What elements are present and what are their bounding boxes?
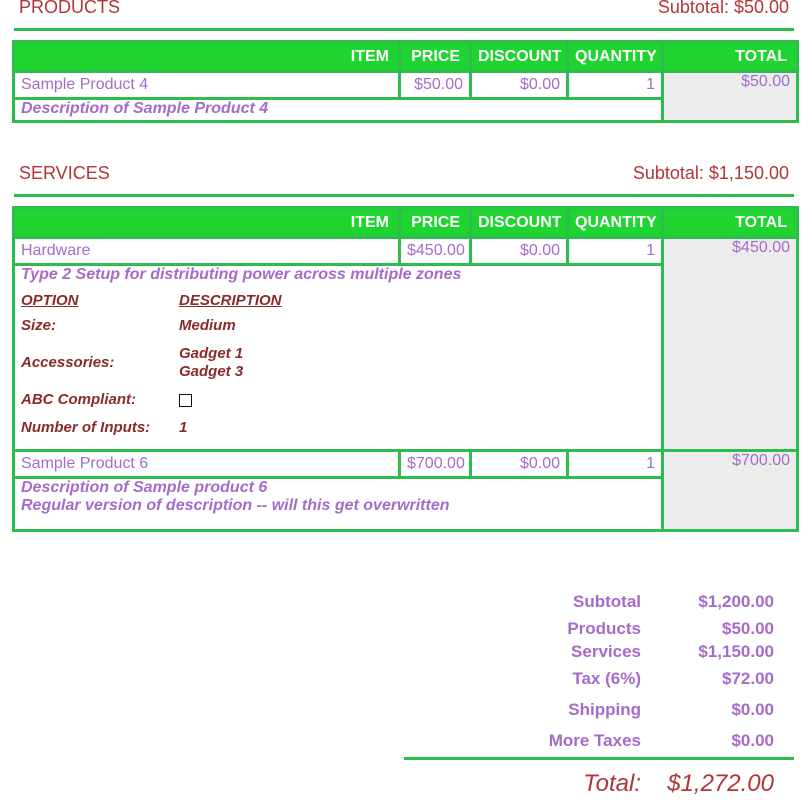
- option-label: Size:: [21, 317, 57, 334]
- option-value-line: Gadget 3: [179, 363, 244, 380]
- option-row: [21, 317, 282, 345]
- item-description: [14, 99, 663, 122]
- abc-compliant-checkbox[interactable]: [179, 394, 192, 407]
- description-line: Description of Sample product 6: [21, 479, 268, 496]
- item-name: Sample Product 4: [14, 72, 400, 99]
- column-header-price: PRICE: [400, 208, 471, 238]
- grand-total-value: $1,272.00: [667, 770, 774, 797]
- summary-row-services: [404, 642, 794, 664]
- item-name: Hardware: [14, 238, 400, 265]
- summary-value: $50.00: [722, 619, 774, 638]
- summary-label: Subtotal: [573, 592, 641, 611]
- item-quantity: 1: [568, 72, 663, 99]
- column-header-total: TOTAL: [663, 208, 798, 238]
- table-row: [14, 72, 798, 99]
- option-label: ABC Compliant:: [21, 391, 136, 408]
- option-value: [179, 345, 282, 391]
- options-header-description: DESCRIPTION: [179, 292, 282, 309]
- item-discount: $0.00: [471, 451, 568, 478]
- option-value: [179, 391, 282, 419]
- item-price: $700.00: [400, 451, 471, 478]
- description-line: Type 2 Setup for distributing power across multiple zones: [21, 266, 462, 283]
- column-header-quantity: QUANTITY: [568, 42, 663, 72]
- column-header-total: TOTAL: [663, 42, 798, 72]
- column-header-quantity: QUANTITY: [568, 208, 663, 238]
- services-title: SERVICES: [19, 163, 110, 183]
- summary-value: $1,200.00: [698, 592, 774, 611]
- description-line: Description of Sample Product 4: [21, 100, 269, 117]
- table-header-row: [14, 42, 798, 72]
- summary-label: Shipping: [568, 700, 641, 719]
- item-price: $50.00: [400, 72, 471, 99]
- summary-row-subtotal: [404, 592, 794, 614]
- options-table: [21, 292, 282, 447]
- table-header-row: [14, 208, 798, 238]
- option-value: Medium: [179, 317, 236, 334]
- summary-row-shipping: [404, 700, 794, 722]
- option-label: Number of Inputs:: [21, 419, 151, 436]
- summary-row-products: [404, 619, 794, 641]
- summary-row-more-taxes: [404, 731, 794, 753]
- option-row: [21, 345, 282, 391]
- services-subtotal: Subtotal: $1,150.00: [632, 163, 789, 183]
- products-table: [12, 40, 799, 123]
- products-subtotal: Subtotal: $50.00: [657, 0, 789, 17]
- item-name: Sample Product 6: [14, 451, 400, 478]
- option-row: [21, 391, 282, 419]
- column-header-item: ITEM: [14, 42, 400, 72]
- summary-label: Tax (6%): [572, 669, 641, 688]
- column-header-item: ITEM: [14, 208, 400, 238]
- item-discount: $0.00: [471, 238, 568, 265]
- summary-label: Products: [567, 619, 641, 638]
- table-row: [14, 451, 798, 478]
- products-title: PRODUCTS: [19, 0, 121, 17]
- item-quantity: 1: [568, 238, 663, 265]
- summary-row-tax: [404, 669, 794, 691]
- summary-value: $0.00: [731, 700, 774, 719]
- summary-label: Services: [571, 642, 641, 661]
- grand-total: [404, 770, 794, 800]
- item-quantity: 1: [568, 451, 663, 478]
- options-header-row: [21, 292, 282, 317]
- option-label: Accessories:: [21, 354, 115, 371]
- options-header-option: OPTION: [21, 292, 79, 309]
- item-price: $450.00: [400, 238, 471, 265]
- item-discount: $0.00: [471, 72, 568, 99]
- column-header-discount: DISCOUNT: [471, 42, 568, 72]
- item-description: [14, 478, 663, 531]
- option-row: [21, 419, 282, 447]
- item-total: $700.00: [663, 451, 798, 531]
- option-value: 1: [179, 419, 188, 436]
- summary-value: $1,150.00: [698, 642, 774, 661]
- option-value-line: Gadget 1: [179, 345, 244, 362]
- services-table: [12, 206, 799, 532]
- summary-value: $0.00: [731, 731, 774, 750]
- item-total: $450.00: [663, 238, 798, 451]
- column-header-discount: DISCOUNT: [471, 208, 568, 238]
- summary-divider: [404, 757, 794, 760]
- grand-total-label: Total:: [583, 770, 641, 797]
- services-section-header: [14, 163, 794, 197]
- summary-label: More Taxes: [548, 731, 641, 750]
- products-section-header: [14, 0, 794, 31]
- table-row: [14, 238, 798, 265]
- item-description: [14, 265, 663, 451]
- item-total: $50.00: [663, 72, 798, 122]
- description-line: Regular version of description -- will this get overwritten: [21, 497, 450, 514]
- summary-value: $72.00: [722, 669, 774, 688]
- column-header-price: PRICE: [400, 42, 471, 72]
